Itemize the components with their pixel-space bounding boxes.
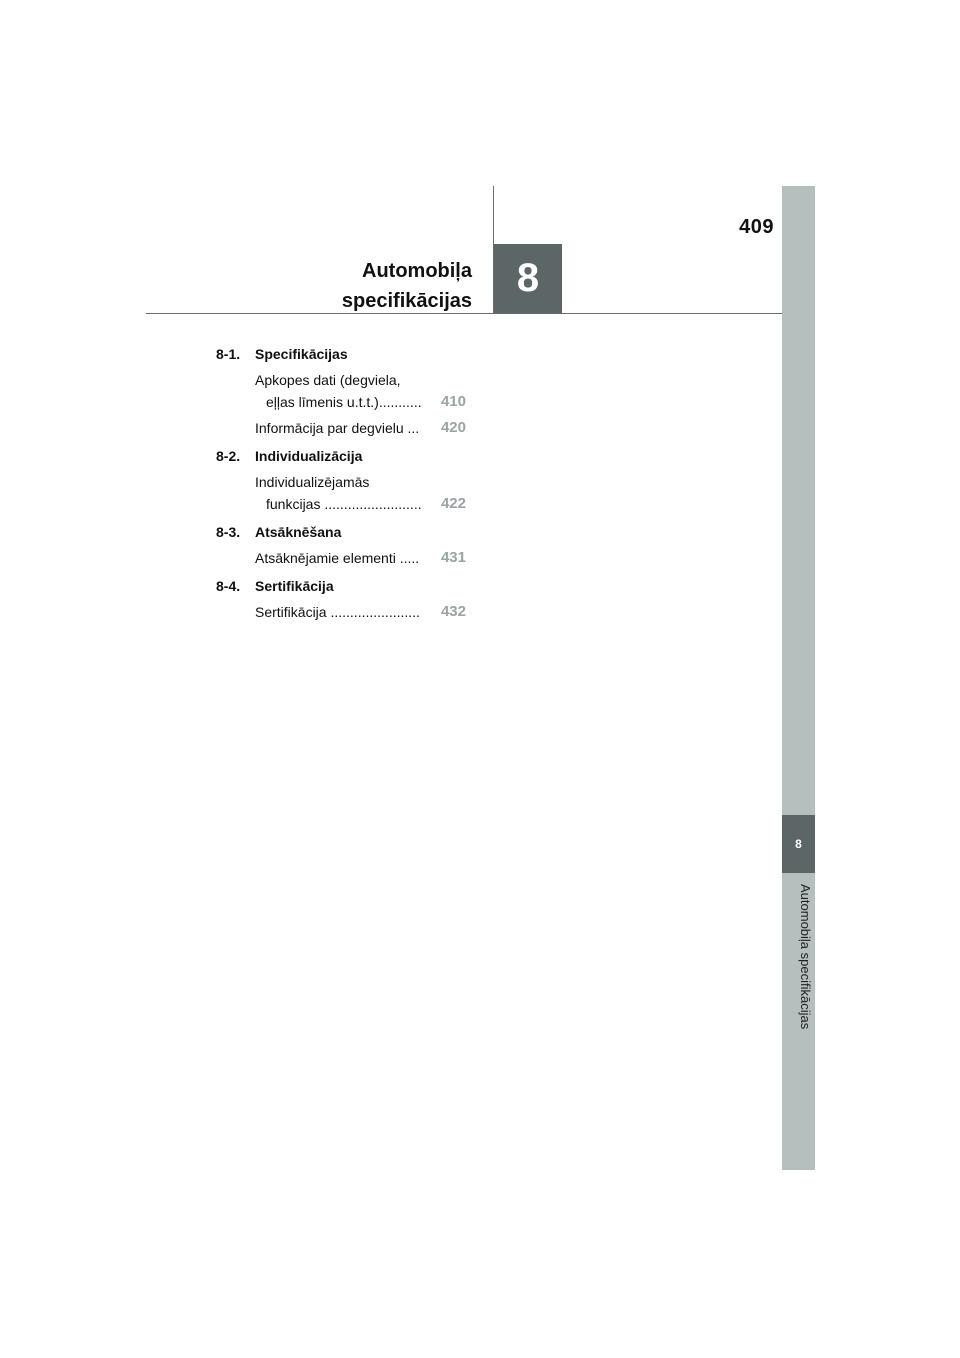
- toc-section-8-2: [216, 445, 466, 515]
- toc-section-number: 8-2.: [216, 448, 241, 464]
- toc-entry[interactable]: [255, 417, 466, 439]
- toc-entry-line: Individualizējamās: [255, 474, 370, 490]
- page-number: 409: [739, 216, 774, 238]
- chapter-title-line2: specifikācijas: [341, 290, 472, 312]
- toc-entry-page-link[interactable]: 422: [440, 495, 466, 512]
- chapter-title-line1: Automobiļa: [362, 260, 472, 282]
- side-chapter-label: Automobiļa specifikācijas: [798, 884, 813, 1030]
- toc-entry-line: Apkopes dati (degviela,: [255, 372, 401, 388]
- toc-section-title: Specifikācijas: [255, 346, 348, 362]
- toc-section-title: Sertifikācija: [255, 578, 334, 594]
- toc-entry-line: Atsāknējamie elementi .....: [255, 550, 420, 566]
- toc-entry[interactable]: [255, 601, 466, 623]
- toc-section-number: 8-1.: [216, 346, 241, 362]
- toc-section-title: Individualizācija: [255, 448, 363, 464]
- chapter-number-box: 8: [494, 244, 562, 313]
- toc-entry[interactable]: [255, 369, 466, 413]
- toc-section-heading[interactable]: [216, 445, 466, 467]
- toc-entry-line: Informācija par degvielu ...: [255, 420, 420, 436]
- toc-entry-line: funkcijas .........................: [266, 496, 422, 512]
- toc-section-8-4: [216, 575, 466, 623]
- toc-section-heading[interactable]: [216, 575, 466, 597]
- toc-entry-page-link[interactable]: 410: [440, 393, 466, 410]
- chapter-title: [342, 256, 472, 316]
- side-chapter-tab[interactable]: 8: [782, 815, 815, 873]
- toc-section-heading[interactable]: [216, 521, 466, 543]
- toc-section-8-1: [216, 343, 466, 439]
- toc-entry-line: Sertifikācija .......................: [255, 604, 420, 620]
- table-of-contents: [216, 343, 466, 629]
- toc-section-number: 8-3.: [216, 524, 241, 540]
- toc-section-heading[interactable]: [216, 343, 466, 365]
- toc-section-title: Atsāknēšana: [255, 524, 342, 540]
- toc-entry-line: eļļas līmenis u.t.t.)...........: [266, 394, 422, 410]
- toc-entry-page-link[interactable]: 420: [440, 419, 466, 436]
- toc-entry-page-link[interactable]: 431: [440, 549, 466, 566]
- toc-section-number: 8-4.: [216, 578, 241, 594]
- toc-entry[interactable]: [255, 471, 466, 515]
- toc-entry[interactable]: [255, 547, 466, 569]
- toc-entry-page-link[interactable]: 432: [440, 603, 466, 620]
- toc-section-8-3: [216, 521, 466, 569]
